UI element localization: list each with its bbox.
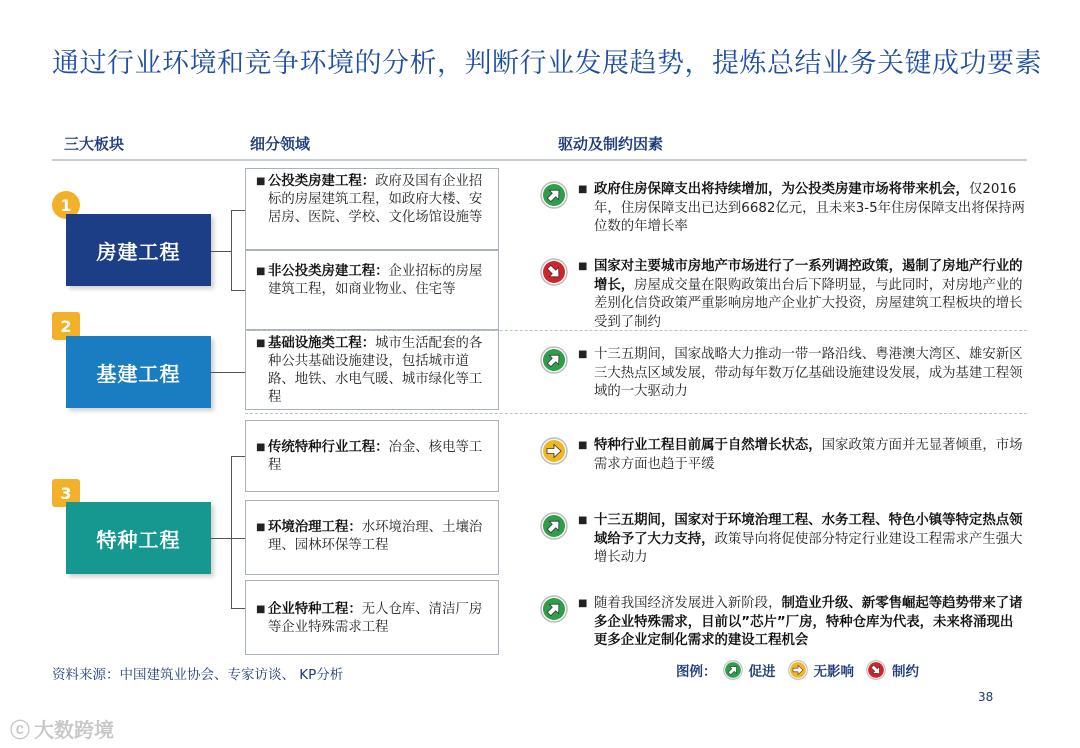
header-segments: 三大板块 (64, 135, 125, 153)
factor-bold: 政府住房保障支出将持续增加，为公投类房建市场将带来机会， (594, 182, 969, 197)
legend (676, 660, 919, 680)
area-desc: 企业招标的房屋建筑工程，如商业物业、住宅等 (268, 264, 483, 297)
header-areas: 细分领域 (250, 135, 311, 153)
factor-bold: 制造业升级、新零售崛起等趋势带来了诸多企业特殊需求，目前以”芯片”厂房，特种仓库为代表，未来将涌现出更多企业定制化需求的建设工程机会 (594, 596, 1023, 648)
area-private-housing (245, 250, 499, 330)
segment-special: 特种工程 (66, 502, 211, 574)
connector (231, 290, 245, 291)
segment-3-badge: 3 (52, 479, 80, 507)
neutral-arrow-icon (540, 437, 568, 465)
promote-arrow-icon (723, 660, 743, 680)
restrict-arrow-icon (540, 258, 568, 286)
page-title: 通过行业环境和竞争环境的分析，判断行业发展趋势，提炼总结业务关键成功要素 (52, 48, 1042, 79)
segment-2-badge: 2 (52, 312, 80, 340)
segment-1-badge: 1 (52, 191, 80, 219)
bullet: ■ (578, 440, 588, 451)
area-desc: 政府及国有企业招标的房屋建筑工程，如政府大楼、安居房、医院、学校、文化场馆设施等 (268, 174, 483, 225)
factor-text: 国家政策方面并无显著倾重，市场需求方面也趋于平缓 (594, 438, 1023, 472)
factor-row (540, 258, 1030, 332)
promote-arrow-icon (540, 181, 568, 209)
connector (211, 372, 245, 373)
factor-text: 十三五期间，国家战略大力推动一带一路沿线、粤港澳大湾区、雄安新区三大热点区域发展，带动每年数万亿基础设施建设发展，成为基建工程领域的一大驱动力 (594, 347, 1023, 399)
factor-row (540, 437, 1030, 475)
area-enterprise-special (245, 580, 499, 655)
bullet: ■ (578, 515, 588, 526)
area-desc: 冶金、核电等工程 (268, 440, 483, 473)
header-divider (52, 159, 1027, 161)
connector (211, 538, 231, 539)
area-title: 企业特种工程： (268, 602, 362, 617)
promote-arrow-icon (540, 512, 568, 540)
factor-row (540, 595, 1030, 651)
area-infrastructure (245, 330, 499, 410)
factor-row (540, 346, 1030, 402)
area-traditional-special (245, 420, 499, 492)
connector (231, 456, 245, 457)
area-title: 公投类房建工程： (268, 174, 376, 189)
connector (231, 608, 245, 609)
bullet: ■ (256, 338, 266, 349)
legend-label: 图例： (676, 664, 717, 680)
area-title: 传统特种行业工程： (268, 440, 389, 455)
factor-bold: 国家对主要城市房地产市场进行了一系列调控政策，遏制了房地产行业的增长， (594, 259, 1023, 293)
connector (231, 210, 232, 290)
bullet: ■ (256, 266, 266, 277)
page-number: 38 (978, 690, 994, 704)
factor-text: 仅2016年，住房保障支出已达到6682亿元，且未来3-5年住房保障支出将保持两位数的年增长率 (594, 182, 1025, 234)
legend-promote: 促进 (748, 664, 776, 680)
area-title: 环境治理工程： (268, 520, 362, 535)
factor-row (540, 181, 1030, 237)
bullet: ■ (578, 184, 588, 195)
area-public-housing (245, 168, 499, 250)
promote-arrow-icon (540, 346, 568, 374)
segment-housing: 房建工程 (66, 214, 211, 286)
area-environmental (245, 500, 499, 575)
bullet: ■ (578, 261, 588, 272)
factor-row (540, 512, 1030, 568)
bullet: ■ (256, 604, 266, 615)
legend-neutral: 无影响 (813, 664, 854, 680)
bullet: ■ (578, 598, 588, 609)
area-desc: 无人仓库、清洁厂房等企业特殊需求工程 (268, 602, 483, 635)
area-desc: 水环境治理、土壤治理、园林环保等工程 (268, 520, 483, 553)
area-desc: 城市生活配套的各种公共基础设施建设，包括城市道路、地铁、水电气暖、城市绿化等工程 (268, 336, 483, 405)
header-factors: 驱动及制约因素 (558, 135, 664, 153)
source-note: 资料来源：中国建筑业协会、专家访谈、 KP分析 (52, 667, 344, 683)
watermark (10, 714, 114, 743)
area-title: 非公投类房建工程： (268, 264, 389, 279)
legend-restrict: 制约 (892, 664, 919, 680)
factor-text: 政策导向将促使部分特定行业建设工程需求产生强大增长动力 (594, 531, 1023, 565)
bullet: ■ (256, 442, 266, 453)
factor-text: 房屋成交量在限购政策出台后下降明显，与此同时，对房地产业的差别化信贷政策严重影响房地产企业扩大投资，房屋建筑工程板块的增长受到了制约 (594, 277, 1023, 330)
promote-arrow-icon (540, 595, 568, 623)
connector (231, 456, 232, 608)
bullet: ■ (578, 349, 588, 360)
connector (231, 538, 245, 539)
area-title: 基础设施类工程： (268, 336, 376, 351)
watermark-text: 大数跨境 (34, 718, 114, 742)
factor-text: 随着我国经济发展进入新阶段， (594, 596, 782, 611)
connector (231, 210, 245, 211)
neutral-arrow-icon (788, 660, 808, 680)
connector (211, 251, 231, 252)
factor-bold: 特种行业工程目前属于自然增长状态， (594, 438, 822, 453)
restrict-arrow-icon (866, 660, 886, 680)
watermark-logo-icon: ⓒ (10, 718, 30, 742)
bullet: ■ (256, 176, 266, 187)
segment-infrastructure: 基建工程 (66, 336, 211, 408)
factor-bold: 十三五期间，国家对于环境治理工程、水务工程、特色小镇等特定热点领域给予了大力支持， (594, 513, 1023, 547)
section-divider (245, 413, 1027, 414)
bullet: ■ (256, 522, 266, 533)
